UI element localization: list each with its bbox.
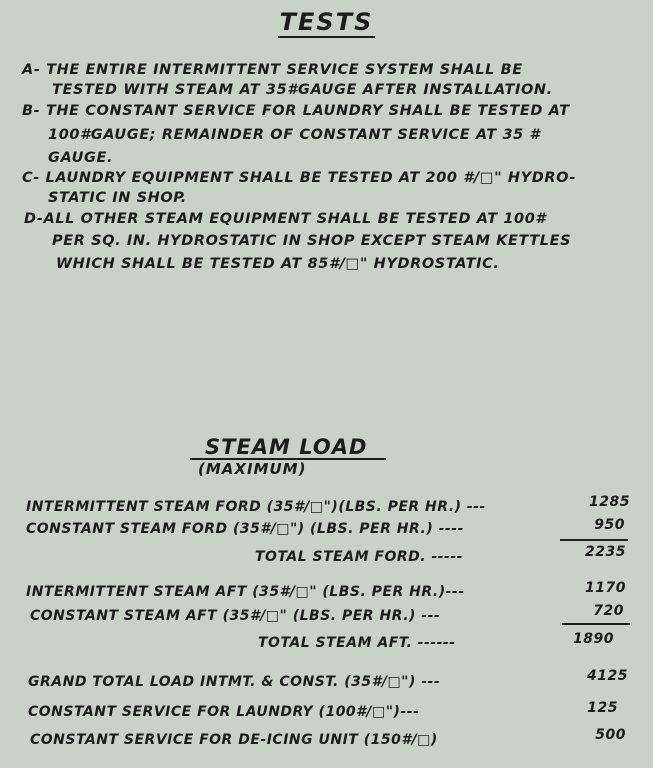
test-b-line-1: B- THE CONSTANT SERVICE FOR LAUNDRY SHALL BE TESTED AT xyxy=(22,103,570,119)
intermittent-steam-ford-label: INTERMITTENT STEAM FORD (35#/□")(LBS. PER HR.) --- xyxy=(26,499,486,515)
laundry-service-label: CONSTANT SERVICE FOR LAUNDRY (100#/□")--- xyxy=(28,704,420,720)
grand-total-load-label: GRAND TOTAL LOAD INTMT. & CONST. (35#/□") --- xyxy=(28,674,441,690)
total-steam-ford-value: 2235 xyxy=(585,544,626,560)
de-icing-service-label: CONSTANT SERVICE FOR DE-ICING UNIT (150#/□) xyxy=(30,732,438,748)
test-c-line-2: STATIC IN SHOP. xyxy=(48,190,187,206)
test-b-line-3: GAUGE. xyxy=(48,150,114,166)
de-icing-service-value: 500 xyxy=(595,727,626,743)
grand-total-load-value: 4125 xyxy=(587,668,628,684)
constant-steam-aft-label: CONSTANT STEAM AFT (35#/□" (LBS. PER HR.) --- xyxy=(30,608,441,624)
test-d-line-3: WHICH SHALL BE TESTED AT 85#/□" HYDROSTATIC. xyxy=(56,256,500,272)
aft-sum-rule xyxy=(562,623,630,625)
constant-steam-ford-label: CONSTANT STEAM FORD (35#/□") (LBS. PER HR.) ---- xyxy=(26,521,464,537)
steam-load-title: STEAM LOAD xyxy=(205,435,368,459)
steam-load-subtitle: (MAXIMUM) xyxy=(198,460,307,478)
total-steam-aft-label: TOTAL STEAM AFT. ------ xyxy=(258,635,456,651)
total-steam-aft-value: 1890 xyxy=(573,631,614,647)
intermittent-steam-ford-value: 1285 xyxy=(589,494,630,510)
intermittent-steam-aft-value: 1170 xyxy=(585,580,626,596)
total-steam-ford-label: TOTAL STEAM FORD. ----- xyxy=(255,549,463,565)
test-a-line-2: TESTED WITH STEAM AT 35#GAUGE AFTER INSTALLATION. xyxy=(52,82,553,98)
test-d-line-1: D-ALL OTHER STEAM EQUIPMENT SHALL BE TESTED AT 100# xyxy=(24,211,547,227)
test-b-line-2: 100#GAUGE; REMAINDER OF CONSTANT SERVICE AT 35 # xyxy=(48,127,541,143)
test-a-line-1: A- THE ENTIRE INTERMITTENT SERVICE SYSTEM SHALL BE xyxy=(22,62,523,78)
constant-steam-aft-value: 720 xyxy=(593,603,624,619)
test-d-line-2: PER SQ. IN. HYDROSTATIC IN SHOP EXCEPT STEAM KETTLES xyxy=(52,233,572,249)
ford-sum-rule xyxy=(560,539,628,541)
tests-title: TESTS xyxy=(279,8,374,36)
test-c-line-1: C- LAUNDRY EQUIPMENT SHALL BE TESTED AT 200 #/□" HYDRO- xyxy=(22,170,576,186)
intermittent-steam-aft-label: INTERMITTENT STEAM AFT (35#/□" (LBS. PER HR.)--- xyxy=(26,584,465,600)
tests-heading xyxy=(0,8,653,36)
laundry-service-value: 125 xyxy=(587,700,618,716)
constant-steam-ford-value: 950 xyxy=(594,517,625,533)
